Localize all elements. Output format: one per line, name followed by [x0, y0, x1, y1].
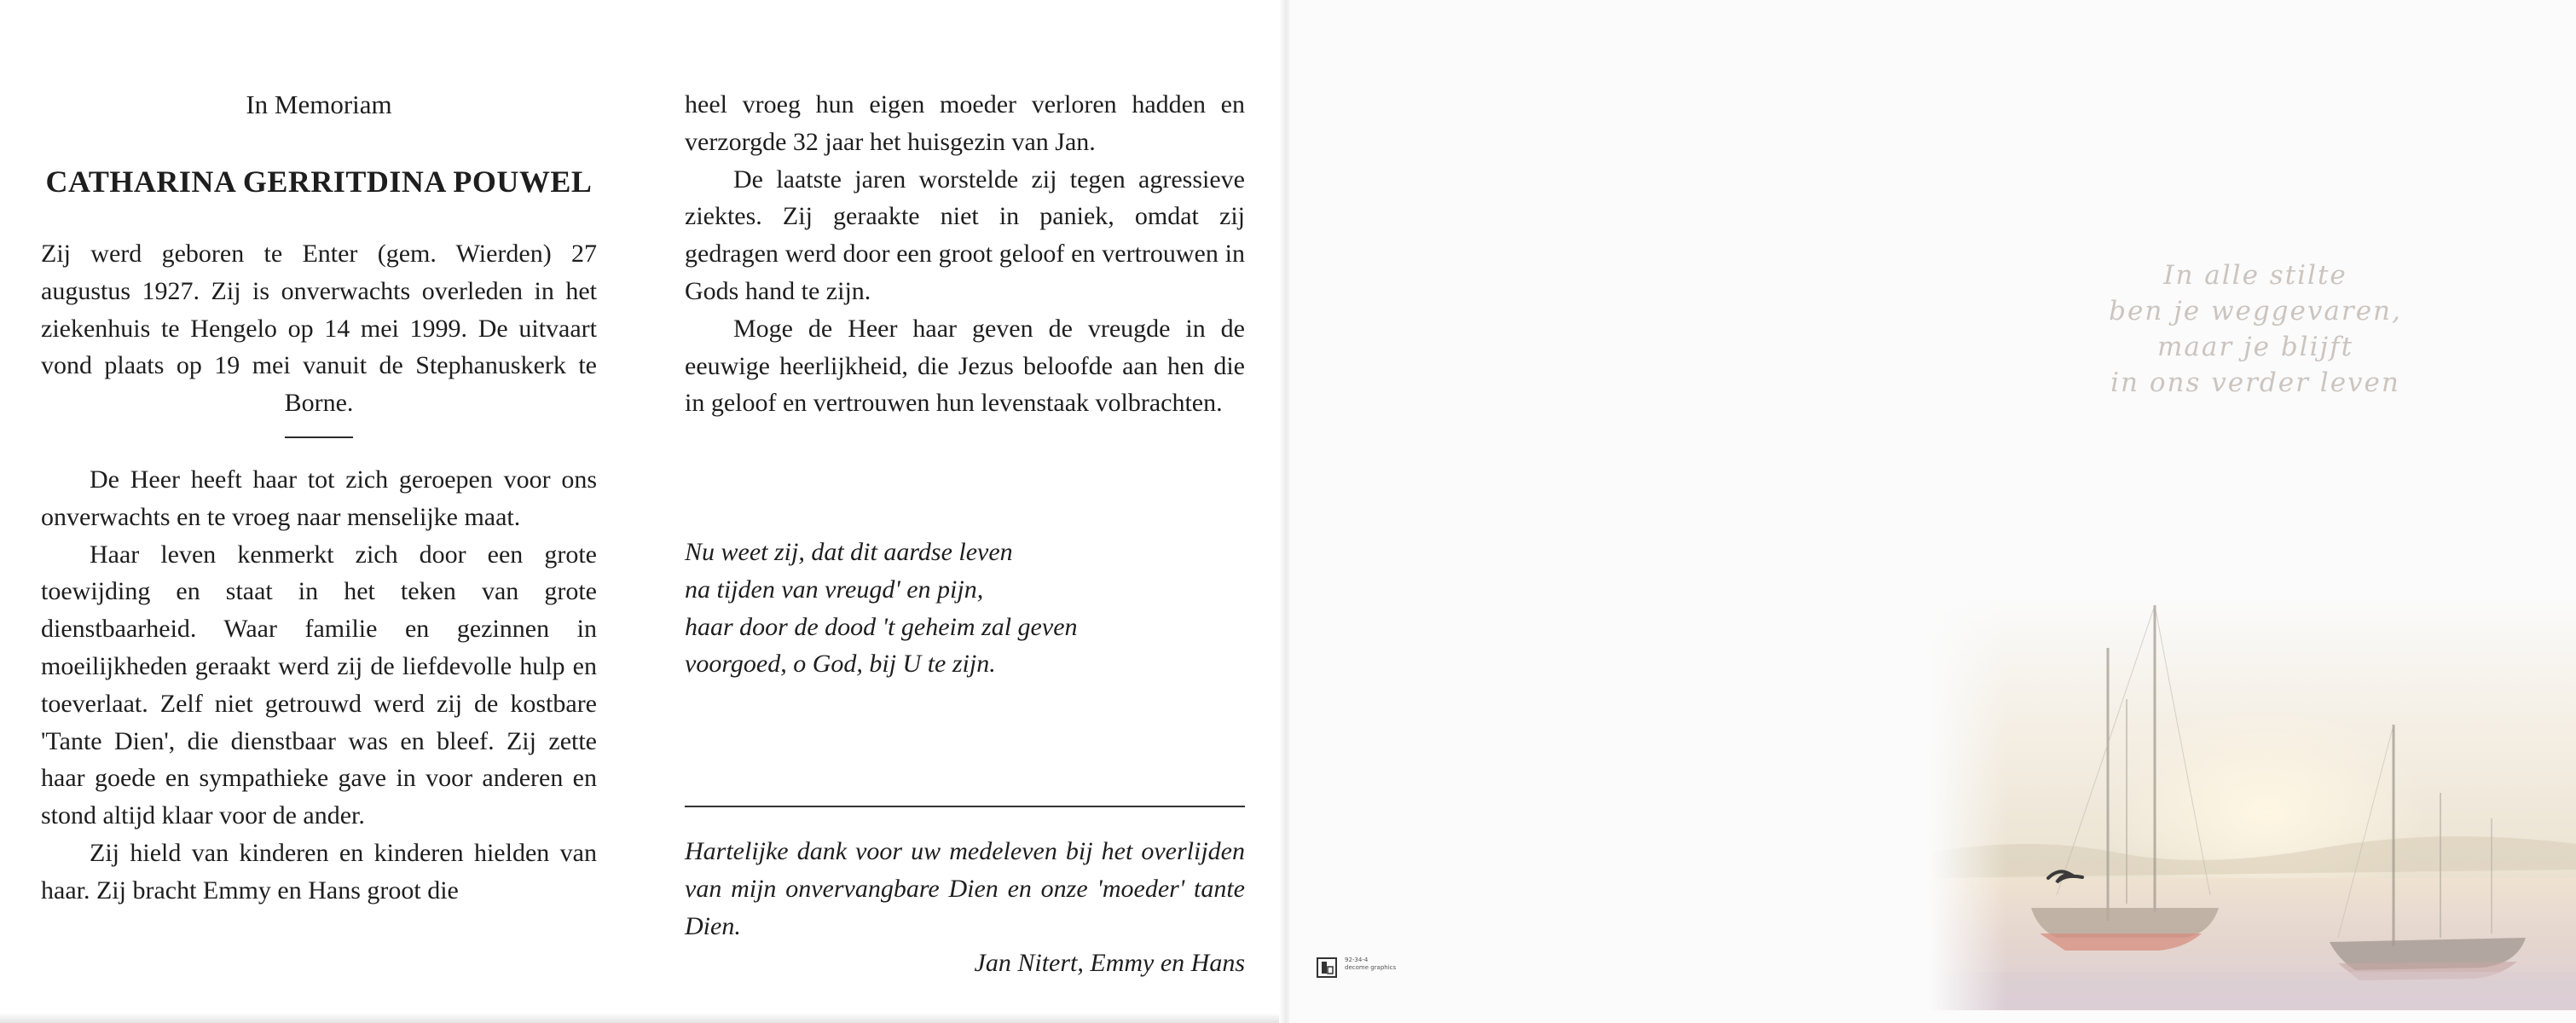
- card-bottom-edge: [0, 1013, 1289, 1023]
- printer-imprint: [1345, 957, 1396, 972]
- thanks-text: Hartelijke dank voor uw medeleven bij het overlijden van mijn onvervangbare Dien en onze 'moeder' tante Dien.: [685, 837, 1245, 940]
- harbor-watercolor-image: [1929, 597, 2576, 1010]
- poem-line: voorgoed, o God, bij U te zijn.: [685, 650, 996, 679]
- poem-line: Nu weet zij, dat dit aardse leven: [685, 538, 1013, 566]
- verse-line: in ons verder leven: [2110, 367, 2400, 398]
- biography-paragraph: De Heer heeft haar tot zich geroepen voor ons onverwachts en te vroeg naar menselijke maat.: [41, 465, 597, 531]
- biography-paragraph: Zij hield van kinderen en kinderen hielden van haar. Zij bracht Emmy en Hans groot die: [41, 838, 597, 905]
- biography-paragraph: Moge de Heer haar geven de vreugde in de eeuwige heerlijkheid, die Jezus beloofde aan hen die in geloof en vertrouwen hun levenstaak volbrachten.: [685, 314, 1245, 418]
- printer-code: 92-34-4: [1345, 957, 1369, 963]
- thanks-divider: [685, 806, 1245, 807]
- poem-line: haar door de dood 't geheim zal geven: [685, 612, 1078, 641]
- thanks-note: [685, 833, 1245, 982]
- in-memoriam-heading: In Memoriam: [246, 90, 392, 119]
- biography-paragraph: De laatste jaren worstelde zij tegen agressieve ziektes. Zij geraakte niet in paniek, omdat zij gedragen werd door een groot geloof en vertrouwen in Gods hand te zijn.: [685, 165, 1245, 305]
- section-divider: [285, 436, 353, 438]
- biography-paragraph: heel vroeg hun eigen moeder verloren hadden en verzorgde 32 jaar het huisgezin van Jan.: [685, 90, 1245, 156]
- verse-line: ben je weggevaren,: [2109, 296, 2402, 327]
- biography-paragraph: Haar leven kenmerkt zich door een grote toewijding en staat in het teken van grote dienstbaarheid. Waar familie en gezinnen in moeilijkheden geraakt werd zij de liefdevolle hulp en toeverlaat. Zelf niet getrouwd werd zij de kostbare 'Tante Dien', die dienstbaar was en bleef. Zij zette haar goede en sympathieke gave in voor anderen en stond altijd klaar voor de ander.: [41, 540, 597, 830]
- memorial-poem: [685, 534, 1245, 683]
- biography-part-2: [685, 86, 1245, 422]
- printer-name: decome graphics: [1345, 964, 1397, 971]
- birth-death-details: Zij werd geboren te Enter (gem. Wierden) 27 augustus 1927. Zij is onverwachts overleden in het ziekenhuis te Hengelo op 14 mei 1999. De uitvaart vond plaats op 19 mei vanuit de Stephanuskerk te Borne.: [41, 240, 597, 418]
- cover-verse: [2102, 257, 2409, 401]
- printer-logo-icon: [1316, 957, 1341, 980]
- deceased-name: CATHARINA GERRITDINA POUWEL: [45, 165, 593, 199]
- verse-line: In alle stilte: [2163, 260, 2347, 291]
- poem-line: na tijden van vreugd' en pijn,: [685, 575, 984, 604]
- signature: Jan Nitert, Emmy en Hans: [974, 949, 1245, 978]
- biography-part-1: [41, 461, 597, 910]
- verse-line: maar je blijft: [2156, 332, 2354, 362]
